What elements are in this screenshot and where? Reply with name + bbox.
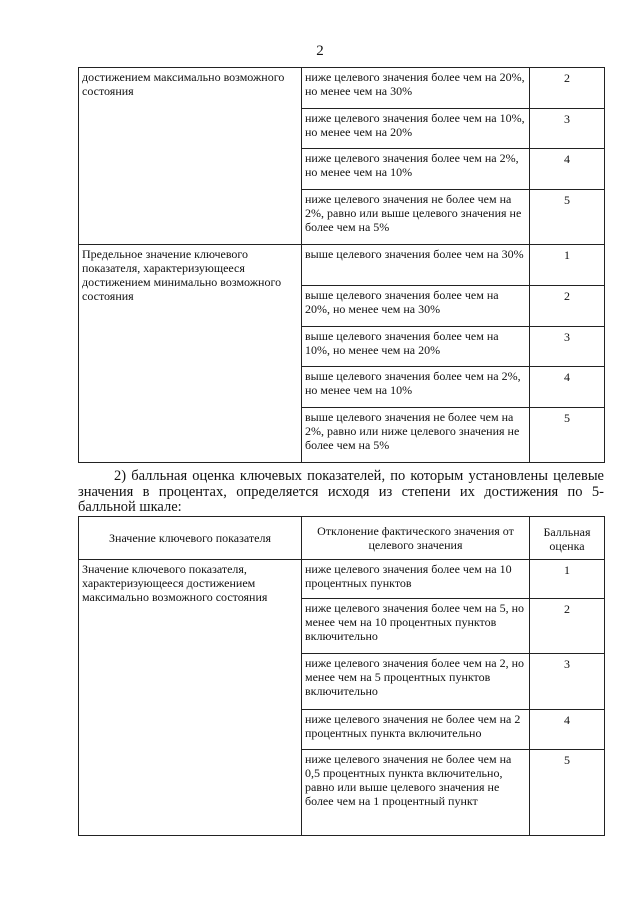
- table-row: [79, 245, 605, 286]
- deviation-cell: выше целевого значения более чем на 20%, но менее чем на 30%: [302, 286, 530, 327]
- page-number: 2: [316, 43, 324, 59]
- score-cell: 4: [530, 710, 605, 750]
- deviation-cell: ниже целевого значения более чем на 10 процентных пунктов: [302, 560, 530, 599]
- score-cell: 2: [530, 68, 605, 109]
- deviation-cell: ниже целевого значения более чем на 5, но менее чем на 10 процентных пунктов включительно: [302, 599, 530, 654]
- score-cell: 3: [530, 327, 605, 367]
- score-cell: 5: [530, 408, 605, 463]
- score-cell: 4: [530, 149, 605, 190]
- score-cell: 3: [530, 109, 605, 149]
- deviation-cell: ниже целевого значения более чем на 2%, но менее чем на 10%: [302, 149, 530, 190]
- score-cell: 3: [530, 654, 605, 710]
- table-header-row: [79, 517, 605, 560]
- header-score: Балльная оценка: [530, 517, 605, 560]
- header-indicator-value: Значение ключевого показателя: [79, 517, 302, 560]
- indicator-label-max-state: Значение ключевого показателя, характеризующееся достижением максимально возможного состояния: [79, 560, 302, 836]
- table-row: [79, 560, 605, 599]
- deviation-cell: выше целевого значения более чем на 2%, но менее чем на 10%: [302, 367, 530, 408]
- score-cell: 5: [530, 190, 605, 245]
- deviation-cell: ниже целевого значения не более чем на 2%, равно или выше целевого значения не более чем на 5%: [302, 190, 530, 245]
- score-cell: 1: [530, 560, 605, 599]
- paragraph-text: 2) балльная оценка ключевых показателей, по которым установлены целевые значения в процентах, определяется исходя из степени их достижения по 5-балльной шкале:: [78, 468, 604, 515]
- deviation-cell: ниже целевого значения не более чем на 0,5 процентных пункта включительно, равно или выше целевого значения не более чем на 1 процентный пункт: [302, 750, 530, 836]
- deviation-cell: ниже целевого значения более чем на 2, но менее чем на 5 процентных пунктов включительно: [302, 654, 530, 710]
- deviation-cell: выше целевого значения более чем на 10%, но менее чем на 20%: [302, 327, 530, 367]
- deviation-cell: выше целевого значения более чем на 30%: [302, 245, 530, 286]
- header-deviation: Отклонение фактического значения от целевого значения: [302, 517, 530, 560]
- score-cell: 5: [530, 750, 605, 836]
- deviation-cell: ниже целевого значения более чем на 10%, но менее чем на 20%: [302, 109, 530, 149]
- kpi-table-percent-deviation: [78, 67, 605, 463]
- table-row: [79, 68, 605, 109]
- deviation-cell: ниже целевого значения не более чем на 2 процентных пункта включительно: [302, 710, 530, 750]
- score-cell: 1: [530, 245, 605, 286]
- kpi-table-percentage-points: [78, 516, 605, 836]
- deviation-cell: ниже целевого значения более чем на 20%, но менее чем на 30%: [302, 68, 530, 109]
- score-cell: 2: [530, 286, 605, 327]
- indicator-label-min-state: Предельное значение ключевого показателя, характеризующееся достижением минимально возможного состояния: [79, 245, 302, 463]
- paragraph-scoring-rule: [78, 469, 604, 516]
- indicator-label-max-state: достижением максимально возможного состояния: [79, 68, 302, 245]
- score-cell: 2: [530, 599, 605, 654]
- deviation-cell: выше целевого значения не более чем на 2%, равно или ниже целевого значения не более чем на 5%: [302, 408, 530, 463]
- score-cell: 4: [530, 367, 605, 408]
